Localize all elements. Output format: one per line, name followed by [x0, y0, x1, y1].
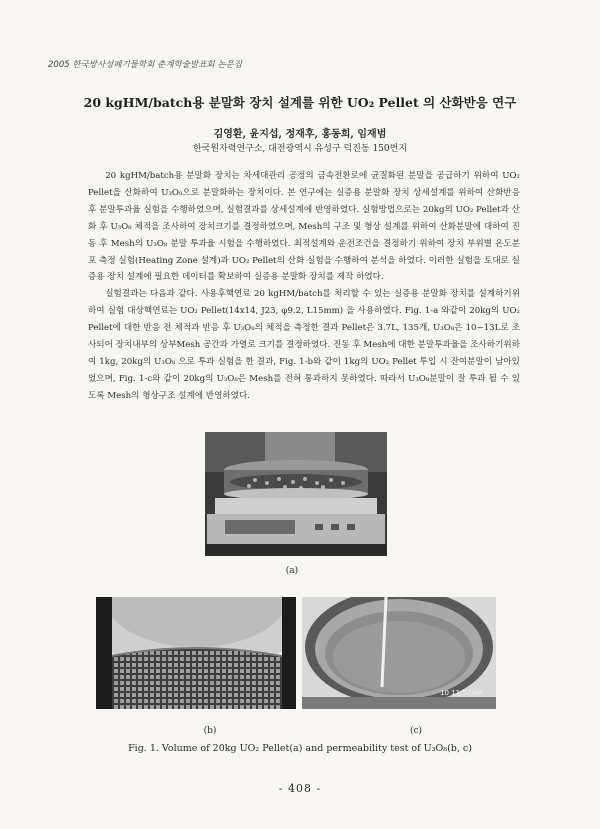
- body-text: [88, 168, 520, 405]
- photo-a-pellet-volume: [205, 432, 387, 556]
- figure-label-c: (c): [409, 726, 423, 736]
- affiliation: 한국원자력연구소, 대전광역시 유성구 덕진동 150번지: [192, 144, 408, 154]
- proceedings-header: 2005 한국방사성폐기물학회 춘계학술발표회 논문집: [48, 60, 242, 70]
- figure-caption: Fig. 1. Volume of 20kg UO₂ Pellet(a) and permeability test of U₃O₈(b, c): [128, 743, 472, 754]
- figure-label-b: (b): [203, 726, 217, 736]
- photo-b-mesh-residual-powder: [96, 597, 296, 709]
- paragraph-2: 실험결과는 다음과 같다. 사용후핵연료 20 kgHM/batch를 처리할 수 있는 실증용 분말화 장치를 설계하기위하여 실험 대상핵연료는 UO₂ Pellet(14x14, J23, φ9.2, L15mm) 을 사용하였다. Fig. 1-a 와같이 20kg의 UO₂ Pellet에 대한 반응 전 체적과 반응 후 U₃O₈의 체적을 측정한 결과 Pellet은 3.7L, 135개, U₃O₈은 10~13L로 조사되어 장치내부의 상부Mesh 공간과 가열로 크기를 결정하였다. 진동 후 Mesh에 대한 분말투과율을 조사하기위하여 1kg, 20kg의 U₃O₈ 으로 투과 실험을 한 결과, Fig. 1-b와 같이 1kg의 UO₂ Pellet 투입 시 잔여분말이 남아있었으며, Fig. 1-c와 같이 20kg의 U₃O₈은 Mesh를 전혀 통과하지 못하였다. 따라서 U₃O₈분말이 잘 투과 될 수 있도록 Mesh의 형상구조 설계에 반영하였다.: [88, 289, 520, 401]
- figure-label-a: (a): [285, 566, 299, 576]
- paper-title: 20 kgHM/batch용 분말화 장치 설계를 위한 UO₂ Pellet 의 산화반응 연구: [83, 95, 517, 110]
- authors: 김영환, 윤지섭, 정재후, 홍동희, 임재범: [213, 129, 387, 140]
- page-number: - 408 -: [278, 782, 322, 795]
- paragraph-1: 20 kgHM/batch용 분말화 장치는 차세대관리 공정의 금속전환로에 균질화된 분말을 공급하기 위하여 UO₂ Pellet을 산화하여 U₃O₈으로 분말화하는 장치이다. 본 연구에는 실증용 분말화 장치 상세설계를 위하여 산화반응 후 분말투과율 실험을 수행하였으며, 실험결과를 상세설계에 반영하였다. 실험방법으로는 20kg의 UO₂ Pellet과 산화 후 U₃O₈ 체적을 조사하여 장치크기를 결정하였으며, Mesh의 구조 및 형상 설계를 위하여 산화분말에 대하여 진동 후 Mesh의 U₃O₈ 분말 투과율 시험을 수행하였다. 최적설계와 운전조건을 결정하기 위하여 장치 부위별 온도분포 측정 실험(Heating Zone 설계)과 UO₂ Pellet의 산화 실험을 수행하여 분석을 하였다. 이러한 실험을 토대로 실증용 장치 설계에 필요한 데이터를 확보하여 실증용 분말화 장치를 제작 하였다.: [88, 171, 520, 283]
- photo-c-mesh-blocked-powder: [302, 597, 496, 709]
- photo-c-timestamp: 10 11:52AM: [440, 689, 483, 697]
